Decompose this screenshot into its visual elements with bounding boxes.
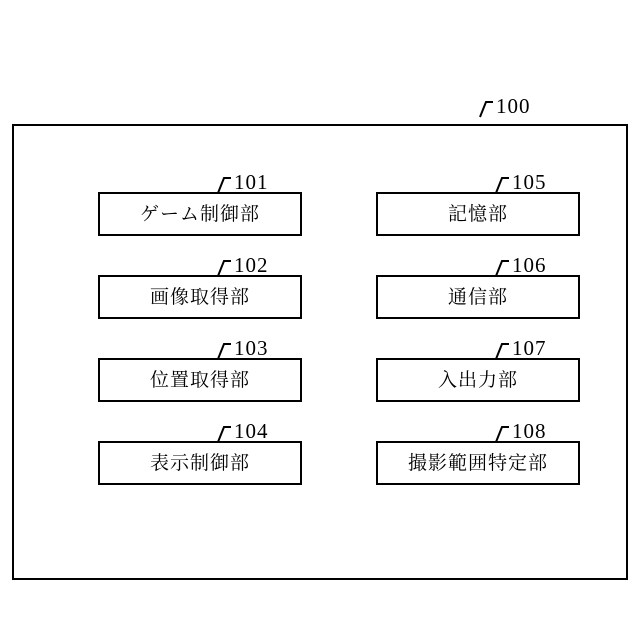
- block-box: [376, 358, 580, 402]
- reference-label-101: [216, 172, 269, 194]
- leader-line-icon: [478, 96, 494, 118]
- block-label: ゲーム制御部: [139, 202, 260, 225]
- reference-number: 106: [512, 253, 547, 277]
- block-box: [98, 275, 302, 319]
- reference-label-108: [494, 421, 547, 443]
- leader-line-icon: [494, 255, 510, 277]
- reference-label-105: [494, 172, 547, 194]
- block-label: 通信部: [447, 285, 508, 308]
- block-label: 画像取得部: [149, 285, 250, 308]
- block-box: [376, 441, 580, 485]
- block-label: 記憶部: [447, 202, 508, 225]
- block-box: [98, 192, 302, 236]
- reference-label-107: [494, 338, 547, 360]
- block-box: [98, 358, 302, 402]
- block-unit-108: [376, 419, 580, 485]
- block-unit-107: [376, 336, 580, 402]
- reference-number: 105: [512, 170, 547, 194]
- block-label: 表示制御部: [149, 451, 250, 474]
- block-unit-102: [98, 253, 302, 319]
- reference-number: 100: [496, 94, 531, 118]
- block-unit-101: [98, 170, 302, 236]
- block-box: [376, 275, 580, 319]
- reference-number: 103: [234, 336, 269, 360]
- reference-label-106: [494, 255, 547, 277]
- reference-label-103: [216, 338, 269, 360]
- leader-line-icon: [216, 421, 232, 443]
- leader-line-icon: [216, 172, 232, 194]
- block-unit-106: [376, 253, 580, 319]
- block-unit-104: [98, 419, 302, 485]
- reference-label-104: [216, 421, 269, 443]
- leader-line-icon: [216, 338, 232, 360]
- reference-label-102: [216, 255, 269, 277]
- leader-line-icon: [494, 172, 510, 194]
- leader-line-icon: [494, 421, 510, 443]
- reference-label-100: [478, 96, 531, 118]
- block-box: [376, 192, 580, 236]
- reference-number: 107: [512, 336, 547, 360]
- block-label: 撮影範囲特定部: [407, 451, 548, 474]
- block-unit-105: [376, 170, 580, 236]
- reference-number: 104: [234, 419, 269, 443]
- reference-number: 108: [512, 419, 547, 443]
- leader-line-icon: [494, 338, 510, 360]
- block-unit-103: [98, 336, 302, 402]
- block-label: 位置取得部: [149, 368, 250, 391]
- block-box: [98, 441, 302, 485]
- leader-line-icon: [216, 255, 232, 277]
- reference-number: 101: [234, 170, 269, 194]
- block-label: 入出力部: [437, 368, 518, 391]
- reference-number: 102: [234, 253, 269, 277]
